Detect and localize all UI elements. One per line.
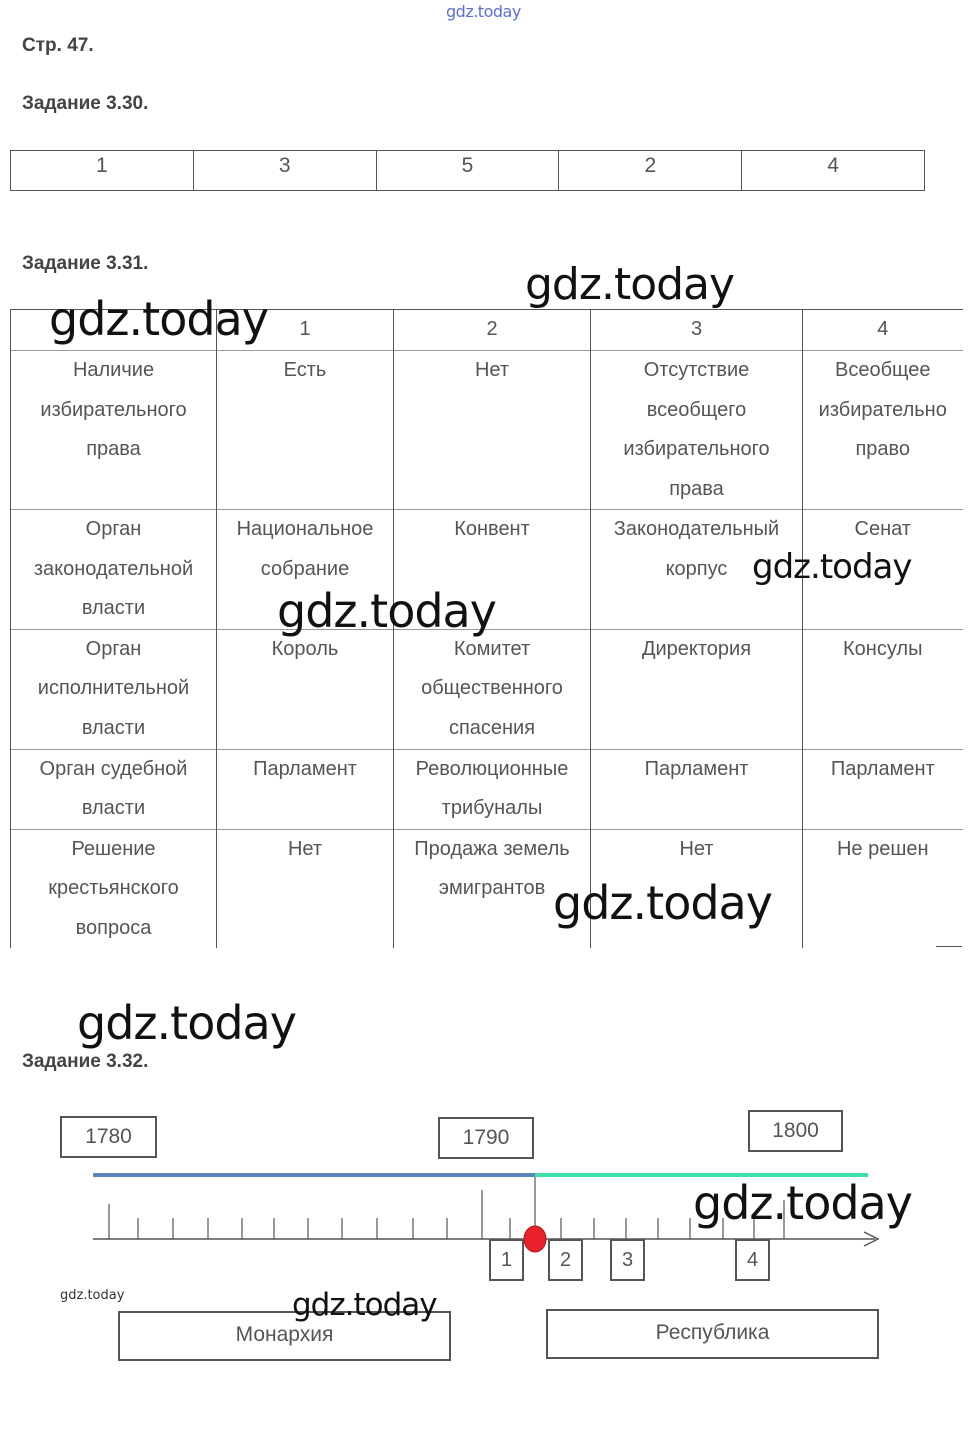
task-331-title: Задание 3.31. xyxy=(22,253,149,274)
task-330-cell: 2 xyxy=(559,151,742,190)
table-cell: Парламент xyxy=(217,749,394,829)
header-cell: 2 xyxy=(394,310,591,351)
table-cell: Отсутствие всеобщего избирательного права xyxy=(591,351,803,510)
header-cell: 3 xyxy=(591,310,803,351)
row-label-cell: Орган судебной власти xyxy=(11,749,217,829)
row-label-cell: Наличие избирательного права xyxy=(11,351,217,510)
watermark: gdz.today xyxy=(277,584,496,638)
table-cell: Парламент xyxy=(591,749,803,829)
watermark: gdz.today xyxy=(292,1287,437,1323)
watermark: gdz.today xyxy=(693,1176,912,1230)
row-label-cell: Орган законодательной власти xyxy=(11,510,217,630)
marker-box-3: 3 xyxy=(610,1239,645,1281)
table-cell: Консулы xyxy=(803,629,963,749)
task-330-cell: 1 xyxy=(11,151,194,190)
table-row xyxy=(11,351,963,510)
monarchy-box: Монархия xyxy=(118,1311,451,1361)
row-label-cell: Решение крестьянского вопроса xyxy=(11,829,217,948)
table-cell: Комитет общественного спасения xyxy=(394,629,591,749)
watermark: gdz.today xyxy=(525,259,735,310)
table-row xyxy=(11,749,963,829)
table-cell: Нет xyxy=(217,829,394,948)
marker-box-2: 2 xyxy=(548,1239,583,1281)
event-dot xyxy=(524,1226,546,1252)
table-cell: Законодательный корпус xyxy=(591,510,803,630)
table-cell: Сенат xyxy=(803,510,963,630)
task-330-cell: 4 xyxy=(827,154,839,177)
task-330-cell: 3 xyxy=(194,151,377,190)
task-330-cell: 5 xyxy=(377,151,560,190)
table-cell: Нет xyxy=(394,351,591,510)
header-cell: 4 xyxy=(803,310,963,351)
table-cell: Революционные трибуналы xyxy=(394,749,591,829)
table-cell: Директория xyxy=(591,629,803,749)
watermark: gdz.today xyxy=(752,547,912,587)
watermark: gdz.today xyxy=(77,996,296,1050)
table-cell: Национальное собрание xyxy=(217,510,394,630)
republic-box: Республика xyxy=(546,1309,879,1359)
table-cell: Нет xyxy=(591,829,803,948)
page-label: Стр. 47. xyxy=(22,35,94,56)
header-cell: 1 xyxy=(217,310,394,351)
watermark-top: gdz.today xyxy=(446,2,521,21)
table-cell: Король xyxy=(217,629,394,749)
row-label-cell: Орган исполнительной власти xyxy=(11,629,217,749)
task-332-title: Задание 3.32. xyxy=(22,1051,149,1072)
table-cell: Конвент xyxy=(394,510,591,630)
table-cell: Всеобщее избирательно право xyxy=(803,351,963,510)
year-box-1780: 1780 xyxy=(60,1116,157,1158)
table-cell: Продажа земель эмигрантов xyxy=(394,829,591,948)
marker-box-4: 4 xyxy=(735,1239,770,1281)
watermark: gdz.today xyxy=(553,876,772,930)
task-330-table xyxy=(10,150,925,191)
table-cell: Есть xyxy=(217,351,394,510)
table-row xyxy=(11,829,963,948)
table-cell: Парламент xyxy=(803,749,963,829)
table-row xyxy=(11,629,963,749)
year-box-1790: 1790 xyxy=(438,1117,534,1159)
year-box-1800: 1800 xyxy=(748,1110,843,1152)
divider xyxy=(936,946,962,947)
watermark: gdz.today xyxy=(49,292,268,346)
marker-box-1: 1 xyxy=(489,1239,524,1281)
watermark: gdz.today xyxy=(60,1288,125,1303)
timeline-ticks xyxy=(109,1177,784,1239)
task-330-title: Задание 3.30. xyxy=(22,93,149,114)
table-cell: Не решен xyxy=(803,829,963,948)
